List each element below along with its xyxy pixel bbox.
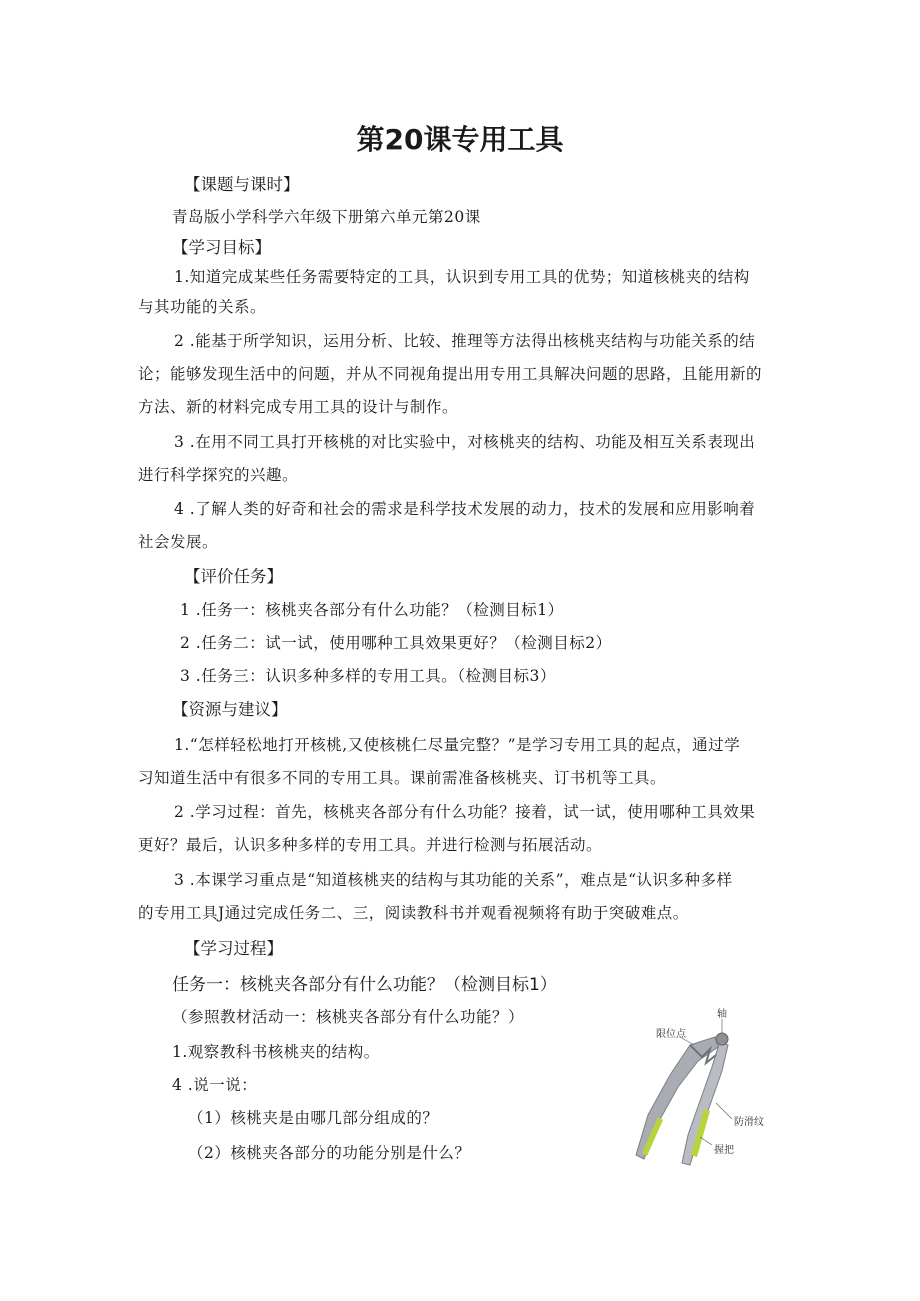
goal-3-line-a: 3 .在用不同工具打开核桃的对比实验中，对核桃夹的结构、功能及相互关系表现出 <box>174 433 756 451</box>
eval-task-1: 1 .任务一：核桃夹各部分有什么功能？（检测目标1） <box>180 601 564 619</box>
goal-3-line-b: 进行科学探究的兴趣。 <box>138 466 299 484</box>
goal-4-line-a: 4 .了解人类的好奇和社会的需求是科学技术发展的动力，技术的发展和应用影响着 <box>174 500 756 518</box>
topic-line: 青岛版小学科学六年级下册第六单元第20课 <box>172 208 481 226</box>
goal-1-line-a: 1.知道完成某些任务需要特定的工具，认识到专用工具的优势；知道核桃夹的结构 <box>174 268 750 286</box>
resource-3-line-a: 3 .本课学习重点是“知道核桃夹的结构与其功能的关系”，难点是“认识多种多样 <box>174 871 733 889</box>
resource-2-line-b: 更好？最后，认识多种多样的专用工具。并进行检测与拓展活动。 <box>138 836 603 854</box>
goal-2-line-b: 论；能够发现生活中的问题，并从不同视角提出用专用工具解决问题的思路，且能用新的 <box>138 365 763 383</box>
section-heading-process: 【学习过程】 <box>184 939 283 958</box>
question-2: （2）核桃夹各部分的功能分别是什么？ <box>188 1144 471 1162</box>
antislip-leader <box>716 1103 732 1119</box>
page-title: 第20课专用工具 <box>356 123 564 156</box>
step-1: 1.观察教科书核桃夹的结构。 <box>172 1043 380 1061</box>
label-handle: 握把 <box>714 1145 734 1156</box>
label-axis: 轴 <box>717 1009 727 1020</box>
goal-2-line-c: 方法、新的材料完成专用工具的设计与制作。 <box>138 398 459 416</box>
resource-1-line-b: 习知道生活中有很多不同的专用工具。课前需准备核桃夹、订书机等工具。 <box>138 769 667 787</box>
eval-task-3: 3 .任务三：认识多种多样的专用工具。（检测目标3） <box>180 667 556 685</box>
handle-leader <box>700 1137 712 1145</box>
resource-2-line-a: 2 .学习过程：首先，核桃夹各部分有什么功能？接着，试一试，使用哪种工具效果 <box>174 803 756 821</box>
resource-3-line-b: 的专用工具J通过完成任务二、三，阅读教科书并观看视频将有助于突破难点。 <box>138 904 689 922</box>
step-2: 4 .说一说： <box>172 1076 258 1094</box>
label-limit-point: 限位点 <box>656 1029 686 1040</box>
nutcracker-axis <box>716 1033 728 1045</box>
goal-1-line-b: 与其功能的关系。 <box>138 298 267 316</box>
resource-1-line-a: 1.“怎样轻松地打开核桃,又使核桃仁尽量完整？”是学习专用工具的起点，通过学 <box>174 736 741 754</box>
goal-4-line-b: 社会发展。 <box>138 533 219 551</box>
section-heading-resources: 【资源与建议】 <box>172 700 288 719</box>
question-1: （1）核桃夹是由哪几部分组成的？ <box>188 1109 439 1127</box>
label-anti-slip: 防滑纹 <box>734 1117 764 1128</box>
section-heading-topic: 【课题与课时】 <box>184 175 300 194</box>
task-1-heading: 任务一：核桃夹各部分有什么功能？（检测目标1） <box>172 975 557 995</box>
section-heading-eval: 【评价任务】 <box>184 567 283 586</box>
reference-note: （参照教材活动一：核桃夹各部分有什么功能？） <box>172 1008 525 1026</box>
section-heading-goals: 【学习目标】 <box>172 238 271 257</box>
goal-2-line-a: 2 .能基于所学知识，运用分析、比较、推理等方法得出核桃夹结构与功能关系的结 <box>174 332 756 350</box>
nutcracker-illustration <box>620 1005 780 1170</box>
eval-task-2: 2 .任务二：试一试，使用哪种工具效果更好？（检测目标2） <box>180 634 612 652</box>
nutcracker-figure <box>620 1005 780 1170</box>
